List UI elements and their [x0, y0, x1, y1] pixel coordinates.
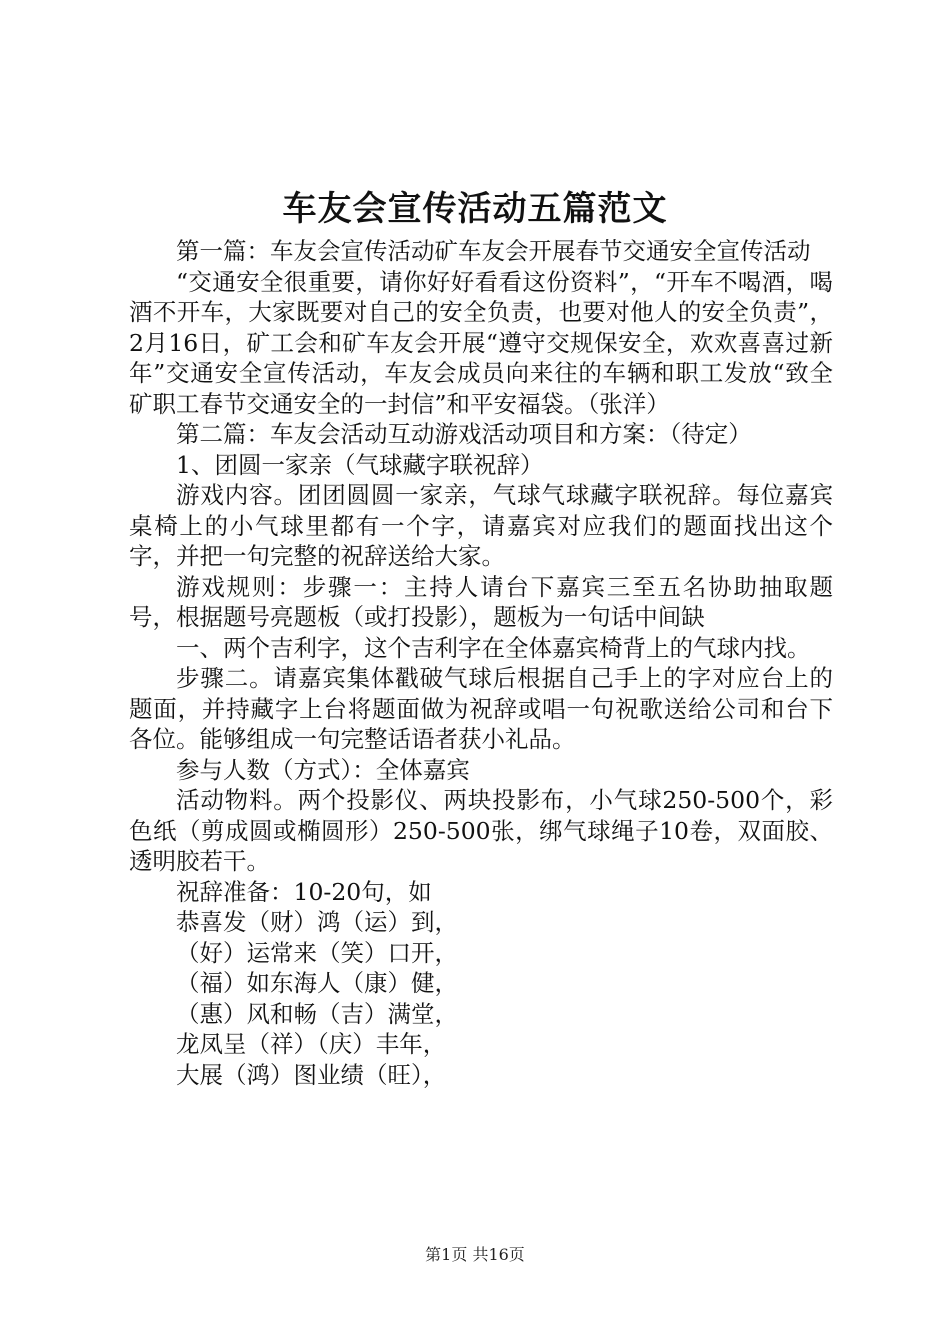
paragraph: （惠）风和畅（吉）满堂， — [176, 999, 458, 1028]
paragraph: 第一篇：车友会宣传活动矿车友会开展春节交通安全宣传活动 — [176, 237, 811, 265]
document-title: 车友会宣传活动五篇范文 — [282, 189, 668, 229]
document-body — [129, 236, 833, 1090]
paragraph: （福）如东海人（康）健， — [176, 969, 458, 997]
paragraph: 游戏内容。团团圆圆一家亲，气球气球藏字联祝辞。每位嘉宾桌椅上的小气球里都有一个字，请嘉宾对应我们的题面找出这个字，并把一句完整的祝辞送给大家。 — [129, 481, 833, 570]
paragraph: （好）运常来（笑）口开， — [176, 938, 458, 967]
page-footer: 第1页 共16页 — [425, 1245, 525, 1264]
paragraph: 一、两个吉利字，这个吉利字在全体嘉宾椅背上的气球内找。 — [176, 633, 811, 662]
paragraph: 步骤二。请嘉宾集体戳破气球后根据自己手上的字对应台上的题面，并持藏字上台将题面做为祝辞或唱一句祝歌送给公司和台下各位。能够组成一句完整话语者获小礼品。 — [129, 664, 833, 753]
paragraph: “交通安全很重要，请你好好看看这份资料”，“开车不喝酒，喝酒不开车，大家既要对自己的安全负责，也要对他人的安全负责”，2月16日，矿工会和矿车友会开展“遵守交规保安全，欢欢喜喜过新年”交通安全宣传活动，车友会成员向来往的车辆和职工发放“致全矿职工春节交通安全的一封信”和平安福袋。（张洋） — [129, 267, 833, 418]
paragraph: 大展（鸿）图业绩（旺）， — [176, 1060, 447, 1089]
paragraph: 第二篇：车友会活动互动游戏活动项目和方案：（待定） — [176, 420, 752, 448]
paragraph: 龙凤呈（祥）（庆）丰年， — [176, 1030, 447, 1058]
paragraph: 参与人数（方式）：全体嘉宾 — [176, 755, 470, 784]
paragraph: 1、团圆一家亲（气球藏字联祝辞） — [176, 450, 544, 479]
paragraph: 活动物料。两个投影仪、两块投影布，小气球250-500个，彩色纸（剪成圆或椭圆形）250-500张，绑气球绳子10卷，双面胶、透明胶若干。 — [129, 786, 833, 875]
paragraph: 游戏规则：步骤一：主持人请台下嘉宾三至五名协助抽取题号，根据题号亮题板（或打投影），题板为一句话中间缺 — [129, 572, 833, 631]
paragraph: 恭喜发（财）鸿（运）到， — [176, 908, 458, 936]
paragraph: 祝辞准备：10-20句，如 — [176, 877, 432, 906]
